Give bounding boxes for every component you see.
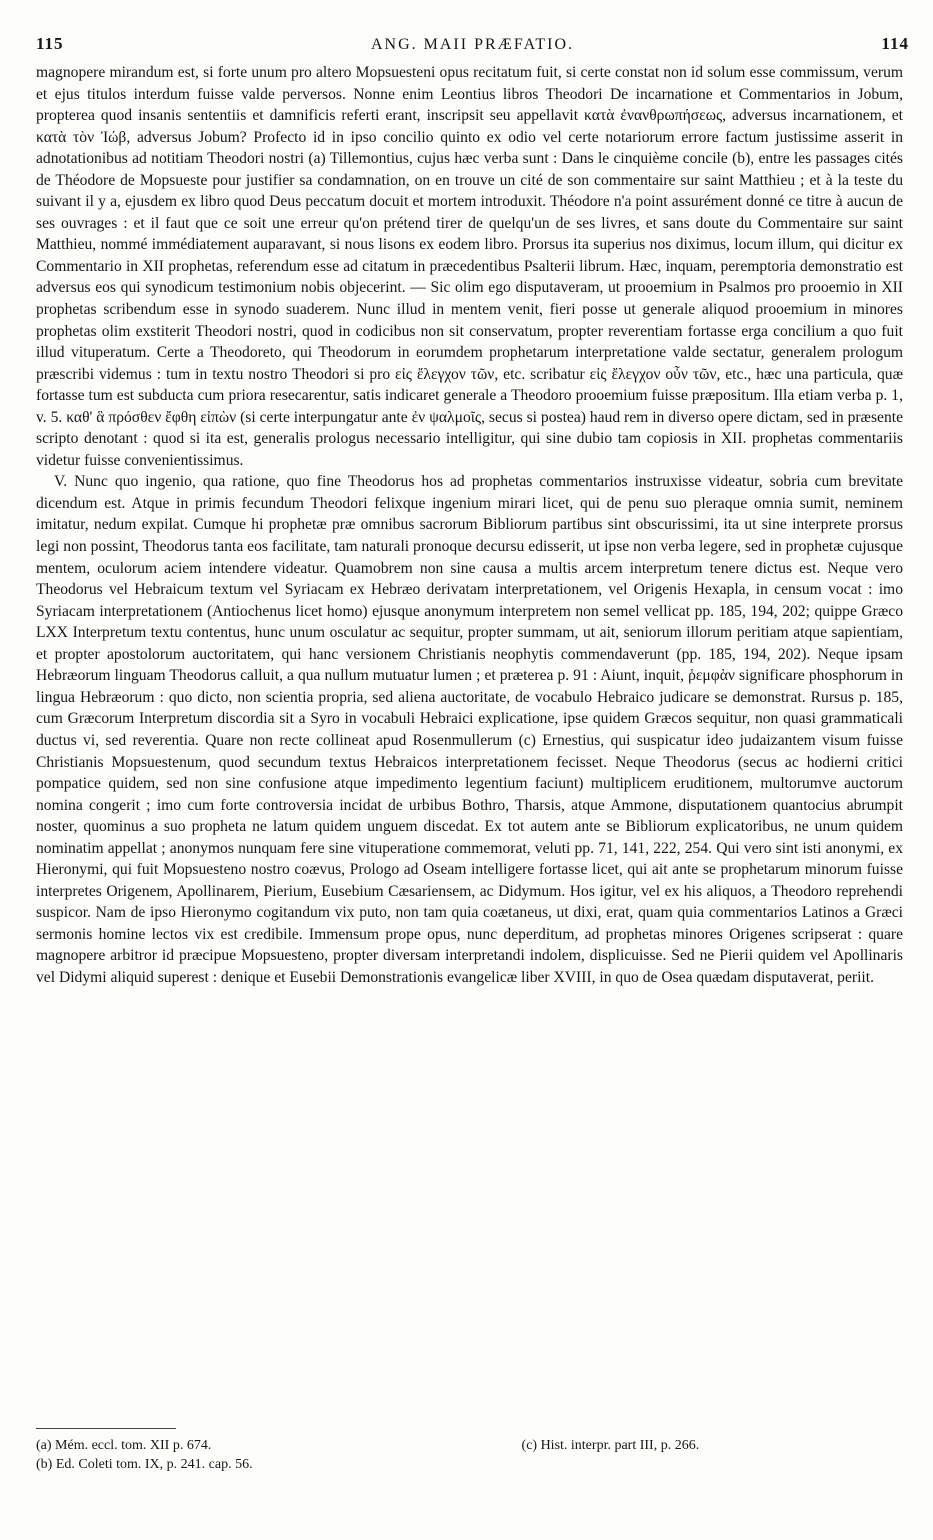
footnotes — [36, 1436, 903, 1474]
footnote-column-left — [36, 1436, 452, 1474]
page-header — [36, 34, 909, 60]
page-number-right: 114 — [881, 34, 909, 53]
paragraph-1: magnopere mirandum est, si forte unum pro altero Mopsuesteni opus recitatum fuit, si certe constat non id solum esse commissum, verum et ejus titulos interdum fuisse valde perversos. Nonne enim Leontius libros Theodori De incarnatione et Commentarios in Jobum, propterea quod insanis sententiis et damnificis referti erant, inscripsit seu appellavit κατὰ ἐνανθρωπήσεως, adversus incarnationem, et κατὰ τὸν Ἰώβ, adversus Jobum? Profecto id in ipso concilio quinto ex odio vel certe notariorum errore factum justissime asserit in adnotationibus ad notitiam Theodori nostri (a) Tillemontius, cujus hæc verba sunt : Dans le cinquième concile (b), entre les passages cités de Théodore de Mopsueste pour justifier sa condamnation, on en trouve un cité de son commentaire sur saint Matthieu ; et à la teste du suivant il y a, ejusdem ex libro quod Deus peccatum docuit et mortem introduxit. Théodore n'a point assurément donné ce titre à aucun de ses ouvrages : et il faut que ce soit une erreur qu'on prétend tirer de quelqu'un de ses livres, et sans doute du Commentaire sur saint Matthieu, nommé immédiatement auparavant, si nous lisons ex eodem libro. Prorsus ita superius nos diximus, locum illum, qui dicitur ex Commentario in XII prophetas, referendum esse ad citatum in præcedentibus Psalterii librum. Hæc, inquam, peremptoria demonstratio est adversus eos qui synodicum testimonium nobis objecerint. — Sic olim ego disputaveram, ut prooemium in Psalmos pro prooemio in XII prophetas scribendum esse in synodo suaderem. Nunc illud in mentem venit, fieri posse ut generale aliquod prooemium in minores prophetas olim exstiterit Theodori nostri, quod in codicibus non sit conservatum, propter reverentiam fortasse erga concilium a quo fuit illud vituperatum. Certe a Theodoreto, qui Theodorum in eorumdem prophetarum interpretatione valde sectatur, generalem prologum præscribi videmus : tum in textu nostro Theodori si pro εἰς ἔλεγχον τῶν, etc. scribatur εἰς ἔλεγχον οὖν τῶν, etc., hæc una particula, quæ fortasse tum est subducta cum priora resecarentur, satis indicaret generale a Theodoro prooemium fuisse præpositum. Illa etiam verba p. 1, v. 5. καθ' ἃ πρόσθεν ἔφθη εἰπὼν (si certe interpungatur ante ἐν ψαλμοῖς, secus si postea) haud rem in diverso opere dictam, sed in præsente scripto denotant : quod si ita est, generalis prologus necessario intelligitur, qui sine dubio tam copiosis in XII. prophetas commentariis videtur fuisse convenientissimus. — [36, 64, 903, 469]
paragraph-2: V. Nunc quo ingenio, qua ratione, quo fine Theodorus hos ad prophetas commentarios instruxisse videatur, sobria cum brevitate dicendum est. Atque in primis fecundum Theodori felixque ingenium mirari licet, qui de penu suo pleraque omnia sumit, neminem imitatur, nedum expilat. Cumque hi prophetæ præ omnibus sacrorum Bibliorum partibus sint obscurissimi, ita ut sine interprete prorsus legi non possint, Theodorus tanta eos facilitate, tam naturali pronoque decursu edisserit, ut ipse non verba legere, sed in prophetæ cujusque mentem, oculorum aciem intendere videatur. Quamobrem non sine causa a multis arcem interpretum tenere dictus est. Neque vero Theodorus vel Hebraicum textum vel Syriacam ex Hebræo derivatam interpretationem, vel Origenis Hexapla, in censum vocat : imo Syriacam interpretationem (Antiochenus licet homo) ejusque anonymum interpretem non semel vellicat pp. 185, 194, 202; quippe Græco LXX Interpretum textu contentus, hunc unum osculatur ac sequitur, propter summam, ut ait, seniorum illorum peritiam atque sapientiam, et propter apostolorum auctoritatem, qui hanc versionem Christianis neophytis commendaverunt (pp. 185, 194, 202). Neque ipsam Hebræorum linguam Theodorus calluit, a qua nullum mutuatur lumen ; et præterea p. 91 : Aiunt, inquit, ῥεμφὰν significare phosphorum in lingua Hebræorum : quo dicto, non scientia propria, sed aliena auctoritate, de vocabulo Hebraico judicare se demonstrat. Rursus p. 185, cum Græcorum Interpretum discordia sit a Syro in vocabuli Hebraici explicatione, ipse quidem Græcos sequitur, non quasi grammaticali ductus vi, sed reverentia. Quare non recte collineat apud Rosenmullerum (c) Ernestius, qui suspicatur ideo judaizantem visum fuisse Christianis Mopsuestenum, quod secundum textus Hebraicos interpretationem fecisset. Neque Theodorus (secus ac hodierni critici pompatice quidem, sed non sine confusione atque impedimento legentium faciunt) multiplicem eruditionem, multorumve auctorum nomina congerit ; imo cum forte controversia incidat de urbibus Bothro, Tharsis, atque Ammone, disputationem quantocius abrumpit noster, quominus a suo propheta ne latum quidem unguem discedat. Ex tot autem ante se Bibliorum explicatoribus, ne unum quidem nominatim appellat ; anonymos nunquam fere sine vituperatione commemorat, veluti pp. 71, 141, 222, 254. Qui vero sint isti anonymi, ex Hieronymi, qui fuit Mopsuesteno nostro coævus, Prologo ad Oseam intelligere fortasse licet, qui ait ante se prophetarum minorum fuisse interpretes Origenem, Apollinarem, Pierium, Eusebium Cæsariensem, ac Didymum. Hos igitur, vel ex his aliquos, a Theodoro reprehendi suspicor. Nam de ipso Hieronymo cogitandum vix puto, non tam quia coætaneus, ut dixi, erat, quam quia commentarios Latinos a Græci sermonis homine lectos vix est credibile. Immensum prope opus, nunc deperditum, ad prophetas minores Origenes scripserat : quare magnopere arbitror id præcipue Mopsuesteno, propter diversam interpretandi indolem, displicuisse. Sed ne Pierii quidem vel Apollinaris vel Didymi aliquid superest : denique et Eusebii Demonstrationis evangelicæ liber XVIII, in quo de Osea quædam disputaverat, periit. — [36, 473, 903, 986]
main-text — [36, 62, 903, 989]
running-title: ANG. MAII PRÆFATIO. — [370, 36, 575, 53]
footnote-divider — [36, 1428, 176, 1429]
footnote-b: (b) Ed. Coleti tom. IX, p. 241. cap. 56. — [36, 1457, 253, 1472]
footnote-c: (c) Hist. interpr. part III, p. 266. — [521, 1438, 700, 1453]
page-number-left: 115 — [36, 34, 64, 53]
footnote-a: (a) Mém. eccl. tom. XII p. 674. — [36, 1438, 212, 1453]
footnote-column-right — [522, 1436, 903, 1474]
